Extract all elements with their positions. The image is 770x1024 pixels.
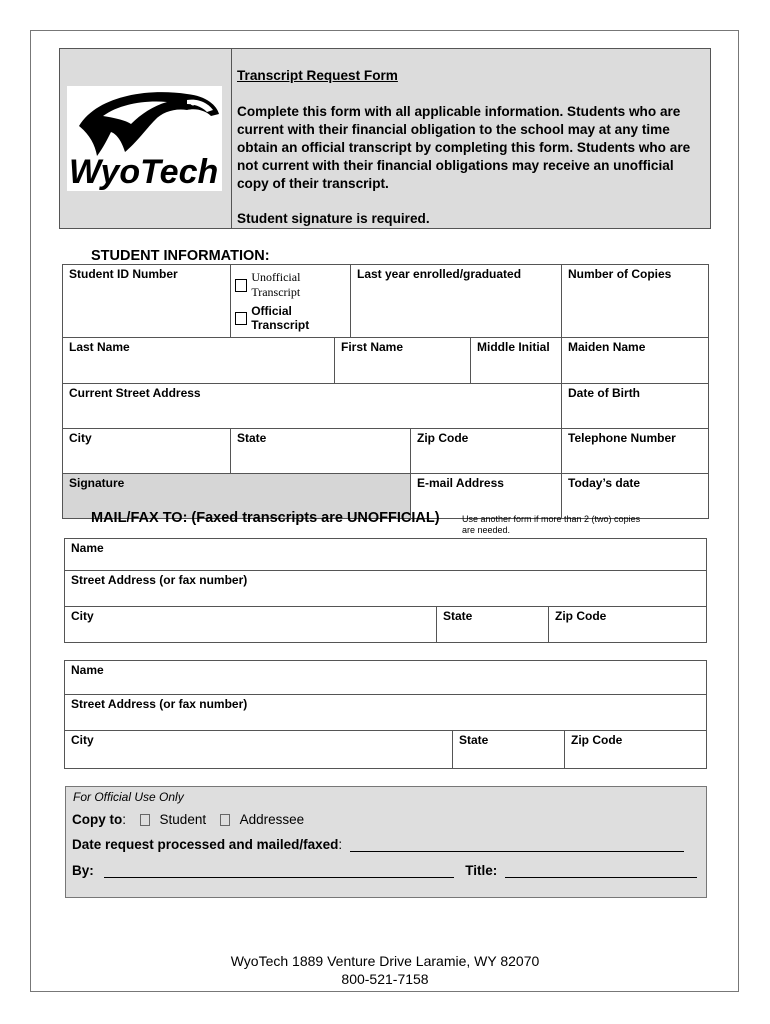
student-id-field[interactable] bbox=[63, 265, 231, 338]
dob-label: Date of Birth bbox=[568, 386, 641, 400]
by-label: By: bbox=[72, 863, 94, 878]
street-label: Current Street Address bbox=[69, 386, 201, 400]
student-copy-label: Student bbox=[159, 812, 207, 827]
first-name-label: First Name bbox=[341, 340, 404, 354]
email-label: E-mail Address bbox=[417, 476, 504, 490]
phone-label: Telephone Number bbox=[568, 431, 676, 445]
mail2-name-field[interactable] bbox=[65, 661, 707, 695]
eagle-icon bbox=[67, 86, 222, 191]
official-use-box bbox=[65, 786, 707, 898]
mail1-street-field[interactable] bbox=[65, 571, 707, 607]
mail2-zip-label: Zip Code bbox=[571, 733, 623, 747]
addressee-copy-checkbox[interactable] bbox=[220, 814, 230, 826]
date-processed-row: Date request processed and mailed/faxed: bbox=[72, 837, 684, 852]
maiden-name-field[interactable] bbox=[562, 338, 709, 384]
logo-cell bbox=[60, 49, 232, 228]
mail-address-table-1 bbox=[64, 538, 707, 643]
mail2-city-field[interactable] bbox=[65, 731, 453, 769]
mail2-state-label: State bbox=[459, 733, 489, 747]
svg-text:WyoTech: WyoTech bbox=[69, 153, 219, 191]
first-name-field[interactable] bbox=[335, 338, 471, 384]
city-field[interactable] bbox=[63, 429, 231, 474]
zip-field[interactable] bbox=[411, 429, 562, 474]
state-label: State bbox=[237, 431, 267, 445]
mail1-name-label: Name bbox=[71, 541, 104, 555]
by-title-row bbox=[72, 863, 697, 878]
wyotech-logo bbox=[67, 86, 222, 191]
mail-address-table-2 bbox=[64, 660, 707, 769]
last-name-field[interactable] bbox=[63, 338, 335, 384]
today-field[interactable] bbox=[562, 474, 709, 519]
by-line[interactable] bbox=[104, 877, 454, 878]
maiden-name-label: Maiden Name bbox=[568, 340, 646, 354]
unofficial-checkbox[interactable] bbox=[235, 279, 247, 292]
student-copy-checkbox[interactable] bbox=[140, 814, 150, 826]
middle-initial-field[interactable] bbox=[471, 338, 562, 384]
unofficial-label: Unofficial Transcript bbox=[251, 270, 301, 299]
last-name-label: Last Name bbox=[69, 340, 130, 354]
last-year-field[interactable] bbox=[351, 265, 562, 338]
addressee-copy-label: Addressee bbox=[239, 812, 305, 827]
mail2-street-label: Street Address (or fax number) bbox=[71, 697, 248, 711]
mail1-state-field[interactable] bbox=[437, 607, 549, 643]
official-label: Official Transcript bbox=[251, 304, 310, 332]
zip-label: Zip Code bbox=[417, 431, 469, 445]
form-header bbox=[59, 48, 711, 229]
copies-label: Number of Copies bbox=[568, 267, 672, 281]
date-processed-label: Date request processed and mailed/faxed bbox=[72, 837, 339, 852]
title-label: Title: bbox=[465, 863, 498, 878]
state-field[interactable] bbox=[231, 429, 411, 474]
footer-phone: 800-521-7158 bbox=[341, 971, 429, 987]
title-line[interactable] bbox=[505, 877, 697, 878]
copies-field[interactable] bbox=[562, 265, 709, 338]
header-text bbox=[237, 67, 707, 228]
today-label: Today’s date bbox=[568, 476, 641, 490]
phone-field[interactable] bbox=[562, 429, 709, 474]
student-info-table bbox=[62, 264, 709, 519]
mail-note: Use another form if more than 2 (two) copies are needed. bbox=[462, 514, 641, 535]
mail1-zip-field[interactable] bbox=[549, 607, 707, 643]
mail2-name-label: Name bbox=[71, 663, 104, 677]
mail2-city-label: City bbox=[71, 733, 94, 747]
student-info-heading: STUDENT INFORMATION: bbox=[91, 248, 270, 264]
form-title: Transcript Request Form bbox=[237, 68, 398, 83]
mail-heading: MAIL/FAX TO: (Faxed transcripts are UNOFFICIAL) bbox=[91, 510, 440, 526]
city-label: City bbox=[69, 431, 92, 445]
footer-address: WyoTech 1889 Venture Drive Laramie, WY 82070 bbox=[230, 953, 540, 969]
mail2-state-field[interactable] bbox=[453, 731, 565, 769]
mail1-street-label: Street Address (or fax number) bbox=[71, 573, 248, 587]
middle-initial-label: Middle Initial bbox=[477, 340, 550, 354]
mail1-zip-label: Zip Code bbox=[555, 609, 607, 623]
copy-to-row: Copy to: Student Addressee bbox=[72, 812, 305, 827]
mail1-state-label: State bbox=[443, 609, 473, 623]
street-field[interactable] bbox=[63, 384, 562, 429]
official-checkbox[interactable] bbox=[235, 312, 247, 325]
mail2-zip-field[interactable] bbox=[565, 731, 707, 769]
official-use-heading: For Official Use Only bbox=[73, 790, 184, 804]
mail1-name-field[interactable] bbox=[65, 539, 707, 571]
copy-to-label: Copy to bbox=[72, 812, 123, 827]
transcript-type-cell bbox=[231, 265, 351, 338]
last-year-label: Last year enrolled/graduated bbox=[357, 267, 522, 281]
mail1-city-label: City bbox=[71, 609, 94, 623]
instructions: Complete this form with all applicable information. Students who are current with their financial obligation to the school may at any time obtain an official transcript by completing this form. Students who are not current with their financial obligations may receive an unofficial copy of their transcript. bbox=[237, 104, 691, 191]
signature-label: Signature bbox=[69, 476, 125, 490]
mail2-street-field[interactable] bbox=[65, 695, 707, 731]
student-id-label: Student ID Number bbox=[69, 267, 178, 281]
date-processed-line[interactable] bbox=[350, 851, 684, 852]
signature-required-note: Student signature is required. bbox=[237, 211, 430, 226]
mail1-city-field[interactable] bbox=[65, 607, 437, 643]
dob-field[interactable] bbox=[562, 384, 709, 429]
